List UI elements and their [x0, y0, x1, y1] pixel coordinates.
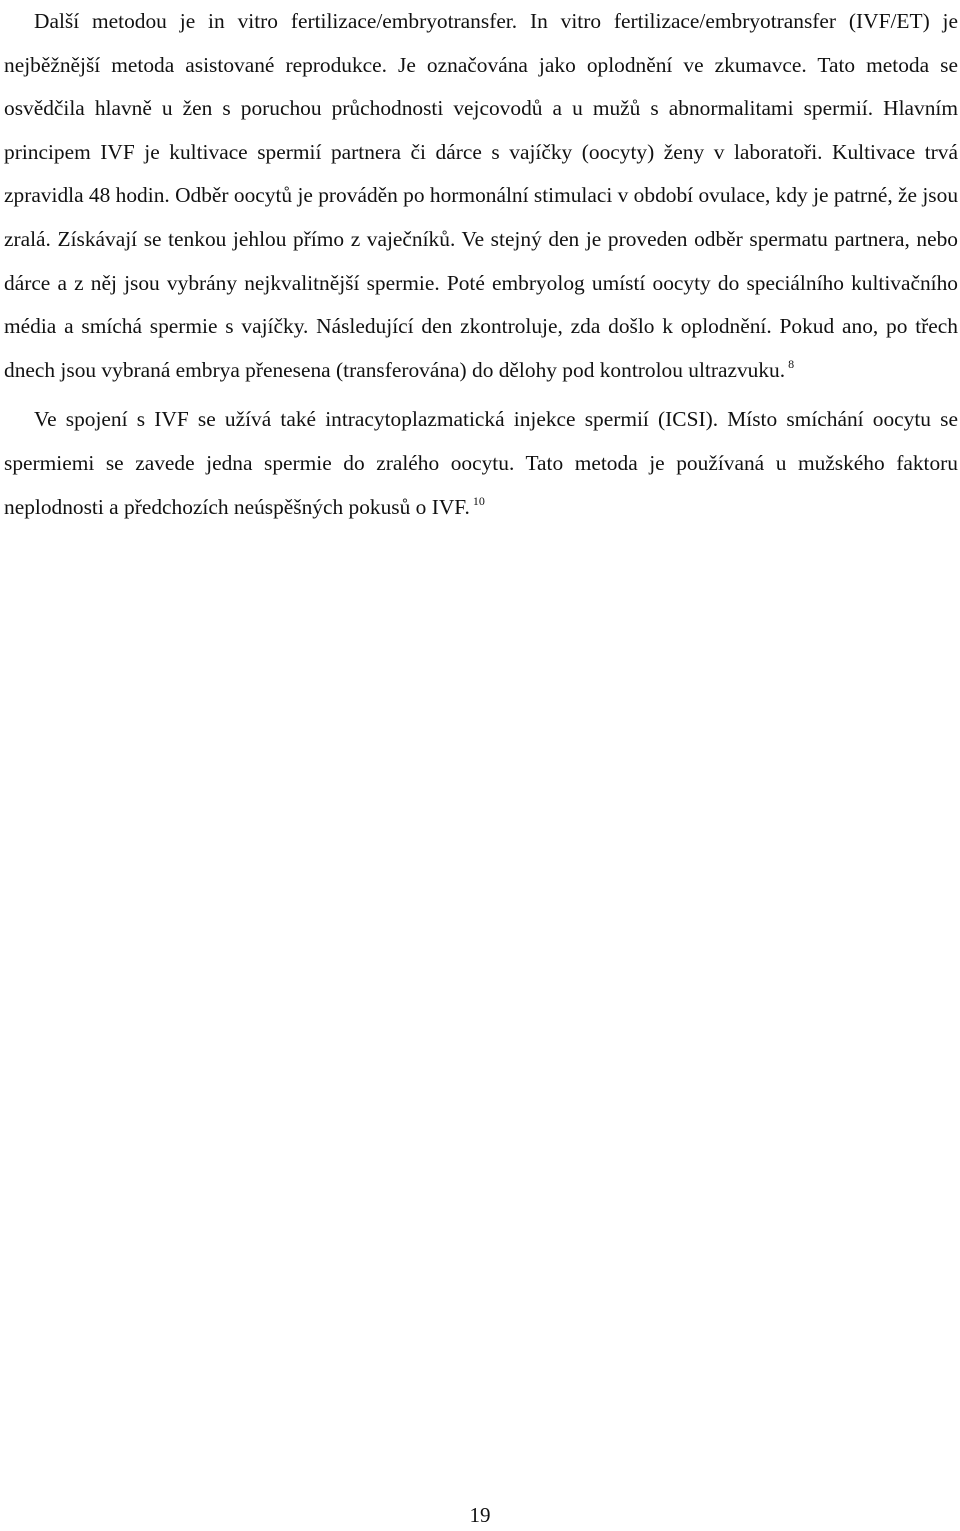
footnote-reference: 8 — [788, 356, 795, 371]
paragraph-icsi — [4, 398, 958, 529]
page-number: 19 — [469, 1503, 491, 1527]
paragraph-text: Ve spojení s IVF se užívá také intracytoplazmatická injekce spermií (ICSI). Místo smíchání oocytu se spermiemi se zavede jedna spermie do zralého oocytu. Tato metoda je používaná u mužského faktoru neplodnosti a předchozích neúspěšných pokusů o IVF. — [4, 407, 958, 519]
body-text — [4, 0, 958, 529]
paragraph-text: Další metodou je in vitro fertilizace/embryotransfer. In vitro fertilizace/embryotransfer (IVF/ET) je nejběžnější metoda asistované reprodukce. Je označována jako oplodnění ve zkumavce. Tato metoda se osvědčila hlavně u žen s poruchou průchodnosti vejcovodů a u mužů s abnormalitami spermií. Hlavním principem IVF je kultivace spermií partnera či dárce s vajíčky (oocyty) ženy v laboratoři. Kultivace trvá zpravidla 48 hodin. Odběr oocytů je prováděn po hormonální stimulaci v období ovulace, kdy je patrné, že jsou zralá. Získávají se tenkou jehlou přímo z vaječníků. Ve stejný den je proveden odběr spermatu partnera, nebo dárce a z něj jsou vybrány nejkvalitnější spermie. Poté embryolog umístí oocyty do speciálního kultivačního média a smíchá spermie s vajíčky. Následující den zkontroluje, zda došlo k oplodnění. Pokud ano, po třech dnech jsou vybraná embrya přenesena (transferována) do dělohy pod kontrolou ultrazvuku. — [4, 9, 959, 382]
paragraph-ivf-et — [4, 0, 958, 392]
footnote-reference: 10 — [472, 493, 485, 508]
